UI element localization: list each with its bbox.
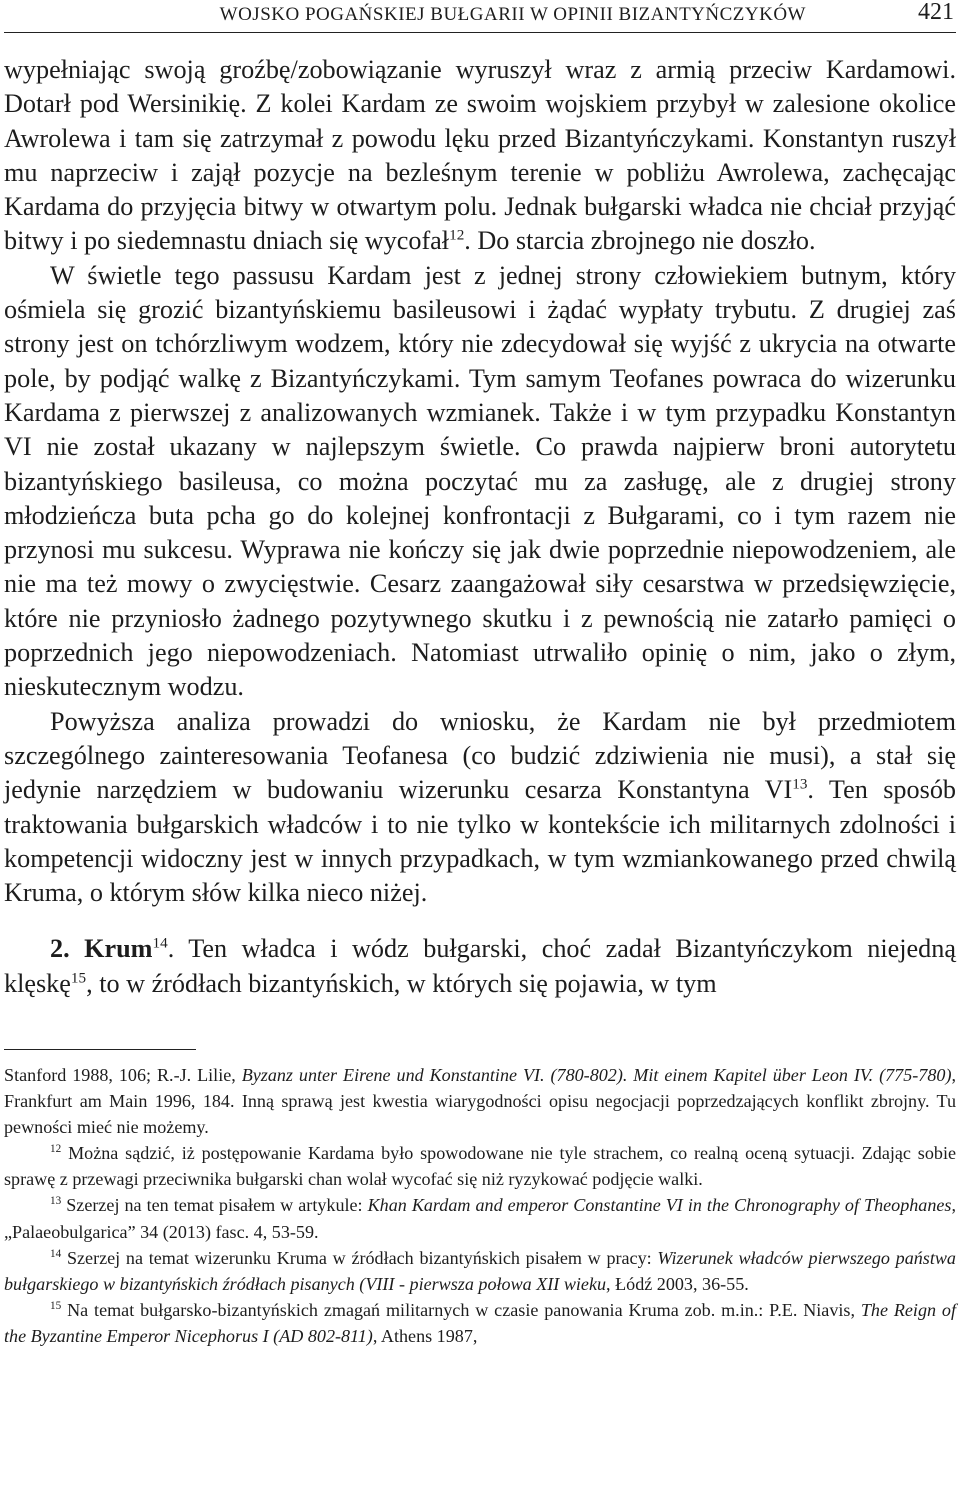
footnote-ref-12: 12 bbox=[449, 226, 465, 244]
footnote-15-number: 15 bbox=[50, 1299, 62, 1312]
paragraph-3 bbox=[4, 705, 956, 911]
footnote-14-title: Wizerunek władców pierwszego państwa bułgarskiego w bizantyńskich źródłach pisanych (VIII - pierwsza połowa XII wieku bbox=[4, 1247, 956, 1294]
section-krum bbox=[4, 932, 956, 1001]
footnote-14-text: Szerzej na temat wizerunku Kruma w źródłach bizantyńskich pisałem w pracy: bbox=[61, 1247, 658, 1268]
main-text bbox=[4, 53, 956, 1001]
footnote-12 bbox=[4, 1140, 956, 1192]
paragraph-1-text: wypełniając swoją groźbę/zobowiązanie wyruszył wraz z armią przeciw Kardamowi. Dotarł pod Wersinikię. Z kolei Kardam ze swoim wojskiem przybył w zalesione okolice Awrolewa i tam się zatrzymał z powodu lęku przed Bizantyńczykami. Konstantyn ruszył mu naprzeciw i zajął pozycje na bezleśnym terenie w pobliżu Awrolewa, zachęcając Kardama do przyjęcia bitwy w otwartym polu. Jednak bułgarski władca nie chciał przyjąć bitwy i po siedemnastu dniach się wycofał bbox=[4, 55, 956, 256]
paragraph-3-text: Powyższa analiza prowadzi do wniosku, że Kardam nie był przedmiotem szczególnego zainteresowania Teofanesa (co budzić zdziwienia nie musi), a stał się jedynie narzędziem w budowaniu wizerunku cesarza Konstantyna VI bbox=[4, 706, 956, 805]
footnote-cont-text: Stanford 1988, 106; R.-J. Lilie, bbox=[4, 1065, 242, 1086]
footnote-13-title: Khan Kardam and emperor Constantine VI in the Chronography of Theophanes bbox=[367, 1195, 952, 1216]
paragraph-2: W świetle tego passusu Kardam jest z jednej strony człowiekiem butnym, który ośmiela się grozić bizantyńskiemu basileusowi i żądać wypłaty trybutu. Z drugiej zaś strony jest on tchórzliwym wodzem, który nie zdecydował się wyjść z ukrycia na otwarte pole, by podjąć walkę z Bizantyńczykami. Tym samym Teofanes powraca do wizerunku Kardama z pierwszej z analizowanych wzmianek. Także i w tym przypadku Konstantyn VI nie został ukazany w najlepszym świetle. Co prawda najpierw broni autorytetu bizantyńskiego basileusa, co można poczytać mu za zasługę, ale z drugiej strony młodzieńcza buta pcha go do kolejnej konfrontacji z Bułgarami, co i tym razem nie przynosi mu sukcesu. Wyprawa nie kończy się jak dwie poprzednie niepowodzeniem, ale nie ma też mowy o zwycięstwie. Cesarz zaangażował siły cesarstwa w przedsięwzięcie, które nie przyniosło żadnego pozytywnego skutku i z pewnością nie zatarło pamięci o poprzednich jego niepowodzeniach. Natomiast utrwaliło opinię o nim, jako o złym, nieskutecznym wodzu. bbox=[4, 260, 956, 702]
footnote-14-text-end: , Łódź 2003, 36-55. bbox=[606, 1273, 749, 1294]
paragraph-3-text-end: . Ten sposób traktowania bułgarskich władców i to nie tylko w kontekście ich militarnych zdolności i kompetencji widoczny jest w innych przypadkach, w tym wzmiankowanego przed chwilą Kruma, o którym słów kilka nieco niżej. bbox=[4, 775, 957, 908]
footnote-ref-14: 14 bbox=[152, 934, 168, 952]
footnotes bbox=[4, 1062, 956, 1349]
running-title: WOJSKO POGAŃSKIEJ BUŁGARII W OPINII BIZANTYŃCZYKÓW bbox=[219, 4, 806, 25]
footnote-15 bbox=[4, 1297, 956, 1349]
footnote-ref-13: 13 bbox=[792, 775, 808, 793]
page-number: 421 bbox=[918, 0, 954, 25]
footnote-15-text-end: , Athens 1987, bbox=[372, 1325, 478, 1346]
footnote-separator bbox=[4, 1049, 196, 1050]
footnote-15-text: Na temat bułgarsko-bizantyńskich zmagań militarnych w czasie panowania Kruma zob. m.in.: P.E. Niavis, bbox=[61, 1299, 861, 1320]
footnote-cont-title: Byzanz unter Eirene und Konstantine VI. (780-802). Mit einem Kapitel über Leon IV. (775-780) bbox=[241, 1065, 952, 1086]
section-heading-krum: 2. Krum bbox=[50, 934, 153, 964]
paragraph-1 bbox=[4, 53, 956, 259]
footnote-continuation bbox=[4, 1062, 956, 1140]
footnote-13-text: Szerzej na ten temat pisałem w artykule: bbox=[61, 1195, 368, 1216]
footnote-13-number: 13 bbox=[50, 1195, 62, 1208]
footnote-ref-15: 15 bbox=[70, 968, 87, 986]
footnote-12-number: 12 bbox=[50, 1143, 62, 1156]
footnote-14 bbox=[4, 1245, 956, 1297]
running-header bbox=[4, 2, 956, 33]
footnote-cont-text-end: , Frankfurt am Main 1996, 184. Inną sprawą jest kwestia wiarygodności opisu negocjacji poprzedzających konflikt zbrojny. Tu pewności mieć nie możemy. bbox=[4, 1065, 956, 1138]
footnote-13 bbox=[4, 1192, 956, 1244]
footnote-14-number: 14 bbox=[50, 1247, 62, 1260]
footnote-15-title: The Reign of the Byzantine Emperor Nicephorus I (AD 802-811) bbox=[4, 1299, 956, 1346]
paragraph-1-text-end: . Do starcia zbrojnego nie doszło. bbox=[464, 226, 816, 256]
section-krum-text-end: , to w źródłach bizantyńskich, w których się pojawia, w tym bbox=[86, 968, 717, 998]
footnote-13-text-end: , „Palaeobulgarica” 34 (2013) fasc. 4, 53-59. bbox=[4, 1195, 957, 1242]
footnote-12-text: Można sądzić, iż postępowanie Kardama było spowodowane nie tyle strachem, co realną oceną sytuacji. Zdając sobie sprawę z przewagi przeciwnika bułgarski chan wolał wycofać się niż ryzykować podjęcie walki. bbox=[4, 1143, 956, 1190]
section-krum-text: . Ten władca i wódz bułgarski, choć zadał Bizantyńczykom niejedną klęskę bbox=[4, 934, 956, 998]
